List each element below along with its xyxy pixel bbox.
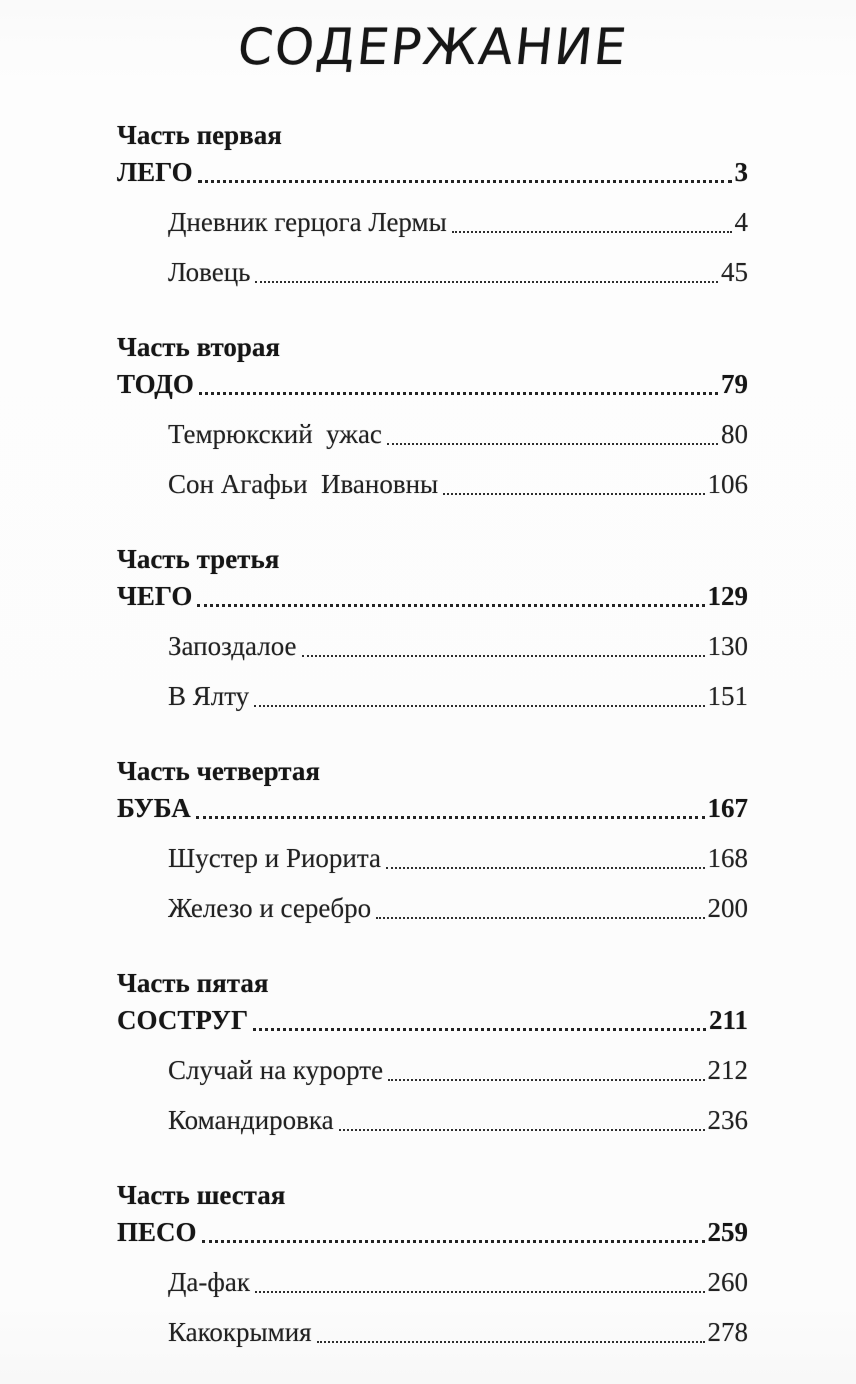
chapter-title: Да-фак bbox=[168, 1267, 250, 1297]
dot-leader bbox=[191, 791, 708, 825]
chapter-title: Какокрымия bbox=[168, 1317, 312, 1347]
part-row bbox=[117, 1215, 748, 1249]
chapter-page-number: 130 bbox=[707, 631, 748, 661]
title-wrap bbox=[117, 16, 748, 78]
chapter-page-number: 200 bbox=[707, 893, 748, 923]
chapter-title: Сон Агафьи Ивановны bbox=[168, 469, 439, 499]
part-name: БУБА bbox=[117, 793, 191, 823]
part-label: Часть четвертая bbox=[117, 756, 320, 786]
dot-leader bbox=[250, 255, 721, 289]
part-row bbox=[117, 155, 748, 189]
dot-leader bbox=[312, 1315, 708, 1349]
page-title: СОДЕРЖАНИЕ bbox=[234, 18, 631, 76]
chapter-page-number: 151 bbox=[707, 681, 748, 711]
chapter-page-number: 80 bbox=[721, 419, 748, 449]
part-page-number: 129 bbox=[707, 581, 748, 611]
chapter-row bbox=[117, 417, 748, 451]
chapter-title: Темрюкский ужас bbox=[168, 419, 382, 449]
part-name: ТОДО bbox=[117, 369, 194, 399]
chapter-row bbox=[117, 891, 748, 925]
chapter-title: Дневник герцога Лермы bbox=[168, 207, 447, 237]
part-label: Часть пятая bbox=[117, 968, 269, 998]
dot-leader bbox=[438, 467, 707, 501]
toc-section-1 bbox=[117, 118, 748, 289]
chapter-row bbox=[117, 629, 748, 663]
dot-leader bbox=[193, 155, 735, 189]
chapter-title: В Ялту bbox=[168, 681, 250, 711]
chapter-page-number: 278 bbox=[707, 1317, 748, 1347]
chapter-title: Шустер и Риорита bbox=[168, 843, 381, 873]
chapter-row bbox=[117, 1103, 748, 1137]
part-label: Часть вторая bbox=[117, 332, 281, 362]
dot-leader bbox=[194, 367, 721, 401]
chapter-row bbox=[117, 679, 748, 713]
dot-leader bbox=[371, 891, 707, 925]
chapter-row bbox=[117, 1315, 748, 1349]
part-name: СОСТРУГ bbox=[117, 1005, 249, 1035]
dot-leader bbox=[383, 1053, 707, 1087]
chapter-page-number: 236 bbox=[707, 1105, 748, 1135]
chapter-row bbox=[117, 1053, 748, 1087]
chapter-title: Случай на курорте bbox=[168, 1055, 384, 1085]
chapter-row bbox=[117, 841, 748, 875]
chapter-title: Командировка bbox=[168, 1105, 334, 1135]
part-page-number: 211 bbox=[708, 1005, 748, 1035]
part-row bbox=[117, 1003, 748, 1037]
chapter-row bbox=[117, 255, 748, 289]
dot-leader bbox=[197, 1215, 708, 1249]
chapter-row bbox=[117, 1265, 748, 1299]
chapter-page-number: 212 bbox=[707, 1055, 748, 1085]
chapter-page-number: 106 bbox=[707, 469, 748, 499]
dot-leader bbox=[249, 679, 707, 713]
dot-leader bbox=[250, 1265, 708, 1299]
toc-section-3 bbox=[117, 542, 748, 713]
toc-section-6 bbox=[117, 1178, 748, 1349]
dot-leader bbox=[382, 417, 721, 451]
part-row bbox=[117, 367, 748, 401]
part-page-number: 167 bbox=[707, 793, 748, 823]
part-row bbox=[117, 579, 748, 613]
chapter-title: Ловець bbox=[168, 257, 251, 287]
chapter-page-number: 260 bbox=[707, 1267, 748, 1297]
part-page-number: 79 bbox=[721, 369, 748, 399]
chapter-page-number: 168 bbox=[707, 843, 748, 873]
dot-leader bbox=[381, 841, 708, 875]
dot-leader bbox=[334, 1103, 708, 1137]
dot-leader bbox=[297, 629, 708, 663]
part-name: ЧЕГО bbox=[117, 581, 193, 611]
chapter-row bbox=[117, 205, 748, 239]
part-name: ПЕСО bbox=[117, 1217, 197, 1247]
chapter-row bbox=[117, 467, 748, 501]
part-name: ЛЕГО bbox=[117, 157, 193, 187]
dot-leader bbox=[192, 579, 707, 613]
part-row bbox=[117, 791, 748, 825]
part-page-number: 3 bbox=[734, 157, 748, 187]
part-page-number: 259 bbox=[707, 1217, 748, 1247]
toc-section-2 bbox=[117, 330, 748, 501]
part-label: Часть шестая bbox=[117, 1180, 286, 1210]
part-label: Часть первая bbox=[117, 120, 282, 150]
chapter-title: Запоздалое bbox=[168, 631, 297, 661]
toc-section-4 bbox=[117, 754, 748, 925]
dot-leader bbox=[248, 1003, 709, 1037]
chapter-page-number: 4 bbox=[734, 207, 748, 237]
dot-leader bbox=[447, 205, 735, 239]
chapter-page-number: 45 bbox=[721, 257, 748, 287]
part-label: Часть третья bbox=[117, 544, 280, 574]
chapter-title: Железо и серебро bbox=[168, 893, 372, 923]
toc-section-5 bbox=[117, 966, 748, 1137]
